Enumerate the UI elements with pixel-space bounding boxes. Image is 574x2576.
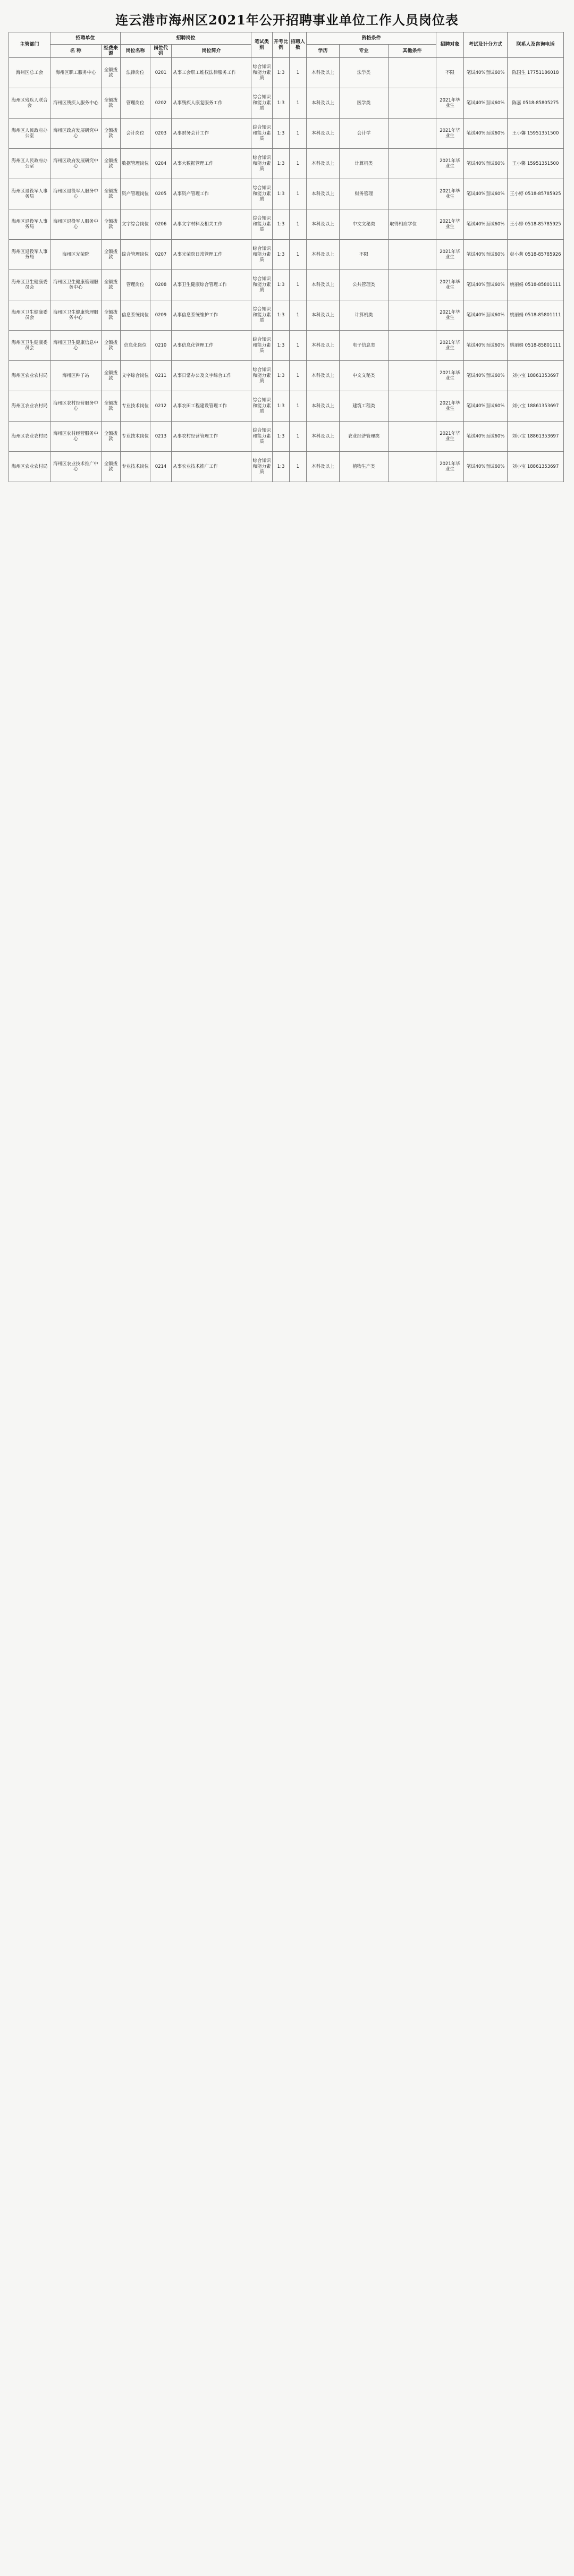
cell-major: 电子信息类 <box>340 331 389 361</box>
cell-ratio: 1:3 <box>273 149 290 179</box>
cell-unit-name: 海州区农村经营服务中心 <box>50 391 102 422</box>
cell-education: 本科及以上 <box>307 119 340 149</box>
cell-exam-method: 笔试40%面试60% <box>464 119 508 149</box>
cell-recruit-object: 2021年毕业生 <box>436 422 464 452</box>
cell-education: 本科及以上 <box>307 391 340 422</box>
cell-exam-method: 笔试40%面试60% <box>464 179 508 209</box>
cell-major: 建筑工程类 <box>340 391 389 422</box>
cell-fund-type: 全额拨款 <box>102 300 121 331</box>
cell-supervisor: 海州区农业农村局 <box>9 361 50 391</box>
cell-unit-name: 海州区政府发展研究中心 <box>50 149 102 179</box>
cell-other-conditions <box>389 361 436 391</box>
cell-unit-name: 海州区政府发展研究中心 <box>50 119 102 149</box>
page-title: 连云港市海州区2021年公开招聘事业单位工作人员岗位表 <box>115 12 459 28</box>
cell-contact: 姚丽娟 0518-85801111 <box>508 270 564 300</box>
cell-contact: 王小婷 0518-85785925 <box>508 179 564 209</box>
cell-post-desc: 从事工会职工维权法律服务工作 <box>172 58 251 88</box>
cell-post-code: 0205 <box>150 179 172 209</box>
cell-recruit-object: 2021年毕业生 <box>436 391 464 422</box>
header-major: 专业 <box>340 45 389 58</box>
cell-recruit-object: 2021年毕业生 <box>436 119 464 149</box>
cell-ratio: 1:3 <box>273 88 290 119</box>
cell-education: 本科及以上 <box>307 179 340 209</box>
cell-education: 本科及以上 <box>307 240 340 270</box>
cell-recruit-count: 1 <box>290 179 307 209</box>
cell-exam-type: 综合知识和能力素质 <box>251 391 273 422</box>
cell-major: 法学类 <box>340 58 389 88</box>
cell-exam-type: 综合知识和能力素质 <box>251 58 273 88</box>
cell-ratio: 1:3 <box>273 119 290 149</box>
cell-education: 本科及以上 <box>307 209 340 240</box>
cell-supervisor: 海州区卫生健康委员会 <box>9 331 50 361</box>
cell-fund-type: 全额拨款 <box>102 58 121 88</box>
header-ratio: 开考比例 <box>273 32 290 58</box>
cell-other-conditions <box>389 88 436 119</box>
cell-recruit-count: 1 <box>290 149 307 179</box>
header-cond-group: 资格条件 <box>307 32 436 45</box>
cell-exam-type: 综合知识和能力素质 <box>251 300 273 331</box>
cell-recruit-object: 2021年毕业生 <box>436 452 464 482</box>
cell-supervisor: 海州区人民政府办公室 <box>9 119 50 149</box>
cell-exam-method: 笔试40%面试60% <box>464 422 508 452</box>
cell-major: 公共管理类 <box>340 270 389 300</box>
cell-ratio: 1:3 <box>273 240 290 270</box>
cell-ratio: 1:3 <box>273 391 290 422</box>
header-contact: 联系人及咨询电话 <box>508 32 564 58</box>
cell-recruit-object: 不限 <box>436 58 464 88</box>
cell-contact: 姚丽娟 0518-85801111 <box>508 331 564 361</box>
cell-post-desc: 从事农村经营管理工作 <box>172 422 251 452</box>
cell-fund-type: 全额拨款 <box>102 391 121 422</box>
cell-contact: 刘小宝 18861353697 <box>508 452 564 482</box>
cell-exam-type: 综合知识和能力素质 <box>251 209 273 240</box>
cell-other-conditions: 取得相应学位 <box>389 209 436 240</box>
header-unit-type: 经费来源 <box>102 45 121 58</box>
cell-recruit-count: 1 <box>290 331 307 361</box>
cell-major: 医学类 <box>340 88 389 119</box>
cell-unit-name: 海州区卫生健康管理服务中心 <box>50 270 102 300</box>
cell-other-conditions <box>389 300 436 331</box>
cell-supervisor: 海州区人民政府办公室 <box>9 149 50 179</box>
cell-post-desc: 从事资产管理工作 <box>172 179 251 209</box>
cell-contact: 刘小宝 18861353697 <box>508 422 564 452</box>
cell-contact: 刘小宝 18861353697 <box>508 391 564 422</box>
header-education: 学历 <box>307 45 340 58</box>
cell-post-desc: 从事大数据管理工作 <box>172 149 251 179</box>
cell-exam-method: 笔试40%面试60% <box>464 331 508 361</box>
cell-post-code: 0206 <box>150 209 172 240</box>
cell-recruit-count: 1 <box>290 361 307 391</box>
header-recruit: 招聘对象 <box>436 32 464 58</box>
cell-post-desc: 从事信息系统维护工作 <box>172 300 251 331</box>
cell-major: 不限 <box>340 240 389 270</box>
header-exam-type: 笔试类别 <box>251 32 273 58</box>
table-row <box>9 209 564 240</box>
cell-education: 本科及以上 <box>307 88 340 119</box>
cell-fund-type: 全额拨款 <box>102 240 121 270</box>
cell-post-desc: 从事日常办公及文字综合工作 <box>172 361 251 391</box>
cell-ratio: 1:3 <box>273 422 290 452</box>
cell-ratio: 1:3 <box>273 270 290 300</box>
cell-exam-method: 笔试40%面试60% <box>464 391 508 422</box>
cell-recruit-object: 2021年毕业生 <box>436 361 464 391</box>
header-method: 考试及计分方式 <box>464 32 508 58</box>
table-row <box>9 300 564 331</box>
cell-other-conditions <box>389 331 436 361</box>
cell-recruit-count: 1 <box>290 270 307 300</box>
cell-major: 计算机类 <box>340 300 389 331</box>
cell-recruit-count: 1 <box>290 88 307 119</box>
header-post-group: 招聘岗位 <box>121 32 251 45</box>
cell-ratio: 1:3 <box>273 58 290 88</box>
table-row <box>9 270 564 300</box>
cell-recruit-count: 1 <box>290 391 307 422</box>
cell-major: 财务管理 <box>340 179 389 209</box>
cell-other-conditions <box>389 58 436 88</box>
cell-supervisor: 海州区总工会 <box>9 58 50 88</box>
cell-post-code: 0209 <box>150 300 172 331</box>
cell-unit-name: 海州区光荣院 <box>50 240 102 270</box>
cell-other-conditions <box>389 179 436 209</box>
cell-major: 植物生产类 <box>340 452 389 482</box>
cell-post-name: 资产管理岗位 <box>121 179 150 209</box>
cell-exam-method: 笔试40%面试60% <box>464 361 508 391</box>
cell-exam-method: 笔试40%面试60% <box>464 149 508 179</box>
cell-exam-method: 笔试40%面试60% <box>464 452 508 482</box>
cell-post-name: 专业技术岗位 <box>121 422 150 452</box>
cell-other-conditions <box>389 422 436 452</box>
cell-ratio: 1:3 <box>273 179 290 209</box>
cell-ratio: 1:3 <box>273 331 290 361</box>
cell-post-desc: 从事文字材料及相关工作 <box>172 209 251 240</box>
cell-fund-type: 全额拨款 <box>102 179 121 209</box>
table-row <box>9 240 564 270</box>
cell-education: 本科及以上 <box>307 149 340 179</box>
cell-recruit-object: 2021年毕业生 <box>436 209 464 240</box>
cell-supervisor: 海州区农业农村局 <box>9 422 50 452</box>
table-row <box>9 119 564 149</box>
cell-post-desc: 从事光荣院日常管理工作 <box>172 240 251 270</box>
header-num: 招聘人数 <box>290 32 307 58</box>
cell-fund-type: 全额拨款 <box>102 119 121 149</box>
cell-contact: 王小馨 15951351500 <box>508 119 564 149</box>
cell-recruit-count: 1 <box>290 422 307 452</box>
cell-post-desc: 从事财务会计工作 <box>172 119 251 149</box>
header-unit-group: 招聘单位 <box>50 32 121 45</box>
cell-exam-method: 笔试40%面试60% <box>464 209 508 240</box>
table-row <box>9 361 564 391</box>
cell-post-code: 0204 <box>150 149 172 179</box>
cell-unit-name: 海州区农业技术推广中心 <box>50 452 102 482</box>
cell-contact: 陈国生 17751186018 <box>508 58 564 88</box>
header-unit-name: 名 称 <box>50 45 102 58</box>
cell-exam-type: 综合知识和能力素质 <box>251 331 273 361</box>
cell-other-conditions <box>389 391 436 422</box>
cell-post-code: 0202 <box>150 88 172 119</box>
cell-exam-method: 笔试40%面试60% <box>464 300 508 331</box>
cell-supervisor: 海州区农业农村局 <box>9 391 50 422</box>
cell-major: 农业经济管理类 <box>340 422 389 452</box>
cell-unit-name: 海州区农村经营服务中心 <box>50 422 102 452</box>
cell-contact: 刘小宝 18861353697 <box>508 361 564 391</box>
cell-post-name: 综合管理岗位 <box>121 240 150 270</box>
cell-exam-type: 综合知识和能力素质 <box>251 452 273 482</box>
cell-fund-type: 全额拨款 <box>102 331 121 361</box>
cell-supervisor: 海州区退役军人事务局 <box>9 240 50 270</box>
cell-contact: 王小婷 0518-85785925 <box>508 209 564 240</box>
cell-education: 本科及以上 <box>307 361 340 391</box>
cell-post-code: 0213 <box>150 422 172 452</box>
cell-contact: 彭小莉 0518-85785926 <box>508 240 564 270</box>
cell-post-desc: 从事残疾人康复服务工作 <box>172 88 251 119</box>
cell-recruit-object: 2021年毕业生 <box>436 240 464 270</box>
table-row <box>9 58 564 88</box>
cell-post-desc: 从事卫生健康综合管理工作 <box>172 270 251 300</box>
cell-recruit-object: 2021年毕业生 <box>436 88 464 119</box>
cell-recruit-object: 2021年毕业生 <box>436 270 464 300</box>
cell-unit-name: 海州区卫生健康信息中心 <box>50 331 102 361</box>
cell-recruit-count: 1 <box>290 58 307 88</box>
cell-post-name: 文字综合岗位 <box>121 361 150 391</box>
table-row <box>9 149 564 179</box>
cell-exam-type: 综合知识和能力素质 <box>251 422 273 452</box>
cell-post-name: 文字综合岗位 <box>121 209 150 240</box>
cell-exam-type: 综合知识和能力素质 <box>251 179 273 209</box>
cell-post-desc: 从事农业技术推广工作 <box>172 452 251 482</box>
cell-ratio: 1:3 <box>273 361 290 391</box>
cell-post-code: 0211 <box>150 361 172 391</box>
cell-fund-type: 全额拨款 <box>102 149 121 179</box>
cell-supervisor: 海州区卫生健康委员会 <box>9 270 50 300</box>
cell-fund-type: 全额拨款 <box>102 88 121 119</box>
cell-ratio: 1:3 <box>273 300 290 331</box>
cell-recruit-object: 2021年毕业生 <box>436 179 464 209</box>
cell-exam-type: 综合知识和能力素质 <box>251 361 273 391</box>
cell-ratio: 1:3 <box>273 209 290 240</box>
cell-recruit-count: 1 <box>290 452 307 482</box>
cell-supervisor: 海州区卫生健康委员会 <box>9 300 50 331</box>
table-row <box>9 331 564 361</box>
cell-post-name: 管理岗位 <box>121 270 150 300</box>
cell-major: 计算机类 <box>340 149 389 179</box>
cell-post-name: 信息系统岗位 <box>121 300 150 331</box>
cell-education: 本科及以上 <box>307 452 340 482</box>
cell-fund-type: 全额拨款 <box>102 422 121 452</box>
cell-post-code: 0203 <box>150 119 172 149</box>
cell-supervisor: 海州区退役军人事务局 <box>9 209 50 240</box>
cell-fund-type: 全额拨款 <box>102 361 121 391</box>
cell-recruit-object: 2021年毕业生 <box>436 300 464 331</box>
cell-major: 会计学 <box>340 119 389 149</box>
cell-post-name: 专业技术岗位 <box>121 391 150 422</box>
cell-post-code: 0201 <box>150 58 172 88</box>
cell-contact: 王小馨 15951351500 <box>508 149 564 179</box>
cell-supervisor: 海州区农业农村局 <box>9 452 50 482</box>
cell-exam-method: 笔试40%面试60% <box>464 58 508 88</box>
cell-post-code: 0214 <box>150 452 172 482</box>
table-body <box>9 58 564 482</box>
cell-post-name: 管理岗位 <box>121 88 150 119</box>
cell-unit-name: 海州区退役军人服务中心 <box>50 179 102 209</box>
cell-other-conditions <box>389 452 436 482</box>
cell-unit-name: 海州区卫生健康管理服务中心 <box>50 300 102 331</box>
cell-recruit-count: 1 <box>290 119 307 149</box>
cell-fund-type: 全额拨款 <box>102 270 121 300</box>
cell-major: 中文文秘类 <box>340 209 389 240</box>
cell-post-desc: 从事信息化管理工作 <box>172 331 251 361</box>
cell-fund-type: 全额拨款 <box>102 209 121 240</box>
cell-post-code: 0210 <box>150 331 172 361</box>
cell-exam-method: 笔试40%面试60% <box>464 88 508 119</box>
cell-post-name: 专业技术岗位 <box>121 452 150 482</box>
cell-education: 本科及以上 <box>307 422 340 452</box>
cell-recruit-count: 1 <box>290 300 307 331</box>
cell-unit-name: 海州区退役军人服务中心 <box>50 209 102 240</box>
cell-post-name: 信息化岗位 <box>121 331 150 361</box>
header-post-desc: 岗位简介 <box>172 45 251 58</box>
cell-supervisor: 海州区退役军人事务局 <box>9 179 50 209</box>
header-post-name: 岗位名称 <box>121 45 150 58</box>
table-row <box>9 88 564 119</box>
cell-ratio: 1:3 <box>273 452 290 482</box>
cell-exam-type: 综合知识和能力素质 <box>251 119 273 149</box>
cell-supervisor: 海州区残疾人联合会 <box>9 88 50 119</box>
cell-fund-type: 全额拨款 <box>102 452 121 482</box>
table-row <box>9 179 564 209</box>
cell-post-name: 数据管理岗位 <box>121 149 150 179</box>
cell-exam-type: 综合知识和能力素质 <box>251 270 273 300</box>
cell-major: 中文文秘类 <box>340 361 389 391</box>
header-supervisor: 主管部门 <box>9 32 50 58</box>
cell-post-name: 会计岗位 <box>121 119 150 149</box>
table-row <box>9 452 564 482</box>
cell-contact: 姚丽娟 0518-85801111 <box>508 300 564 331</box>
cell-post-code: 0212 <box>150 391 172 422</box>
cell-recruit-count: 1 <box>290 240 307 270</box>
recruitment-table <box>9 32 564 482</box>
cell-contact: 陈嘉 0518-85805275 <box>508 88 564 119</box>
cell-post-desc: 从事农田工程建设管理工作 <box>172 391 251 422</box>
cell-recruit-object: 2021年毕业生 <box>436 331 464 361</box>
cell-education: 本科及以上 <box>307 270 340 300</box>
cell-post-code: 0207 <box>150 240 172 270</box>
cell-exam-type: 综合知识和能力素质 <box>251 240 273 270</box>
cell-exam-type: 综合知识和能力素质 <box>251 88 273 119</box>
table-row <box>9 391 564 422</box>
cell-recruit-object: 2021年毕业生 <box>436 149 464 179</box>
cell-post-name: 法律岗位 <box>121 58 150 88</box>
cell-other-conditions <box>389 270 436 300</box>
cell-unit-name: 海州区残疾人服务中心 <box>50 88 102 119</box>
cell-other-conditions <box>389 240 436 270</box>
table-row <box>9 422 564 452</box>
header-post-code: 岗位代码 <box>150 45 172 58</box>
cell-education: 本科及以上 <box>307 58 340 88</box>
cell-exam-type: 综合知识和能力素质 <box>251 149 273 179</box>
cell-other-conditions <box>389 119 436 149</box>
cell-unit-name: 海州区职工服务中心 <box>50 58 102 88</box>
cell-education: 本科及以上 <box>307 331 340 361</box>
cell-post-code: 0208 <box>150 270 172 300</box>
header-other: 其他条件 <box>389 45 436 58</box>
cell-unit-name: 海州区种子站 <box>50 361 102 391</box>
cell-recruit-count: 1 <box>290 209 307 240</box>
cell-other-conditions <box>389 149 436 179</box>
cell-exam-method: 笔试40%面试60% <box>464 240 508 270</box>
cell-exam-method: 笔试40%面试60% <box>464 270 508 300</box>
cell-education: 本科及以上 <box>307 300 340 331</box>
table-header-row-1 <box>9 32 564 45</box>
